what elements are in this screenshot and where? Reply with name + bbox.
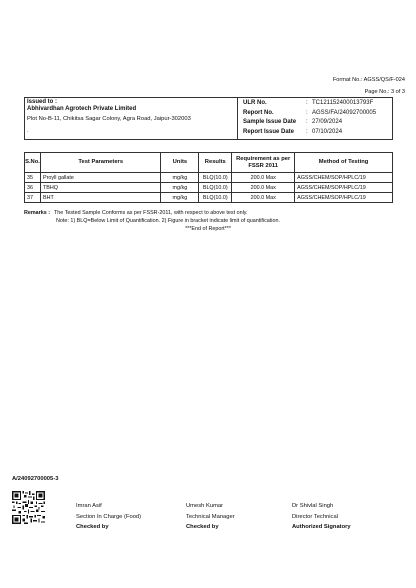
signatory-role: Checked by [76,524,109,530]
signatory-name: Dr Shivlal Singh [292,503,334,509]
column-header-requirement: Requirement as per FSSR 2011 [232,153,295,173]
report-no-value: AGSS/FA/24092700005 [312,110,377,116]
column-header-sno: S.No. [25,153,41,173]
ulr-field: ULR No. : TC121152400013793F [243,100,374,106]
signatory-title: Director Technical [292,513,338,520]
column-header-method: Method of Testing [295,153,393,173]
table-row [25,173,393,183]
cell-parameter: TBHQ [40,183,160,193]
cell-method: AGSS/CHEM/SOP/HPLC/19 [295,193,393,203]
address-dot: . [27,128,29,134]
end-of-report: ***End of Report*** [185,226,231,232]
qr-code-icon [12,491,45,524]
cell-parameter: Proyll gallate [40,173,160,183]
table-header-row [25,153,393,173]
cell-requirement: 200.0 Max [232,183,295,193]
remarks-note: Note: 1) BLQ=Below Limit of Quantification. 2) Figure in bracket indicate limit of quantification. [56,218,280,224]
issued-to-section [25,98,238,139]
cell-result: BLQ(10.0) [199,173,232,183]
cell-sno: 35 [25,173,41,183]
sample-issue-date-label: Sample Issue Date [243,119,297,125]
cell-units: mg/kg [161,183,199,193]
column-header-parameter: Test Parameters [40,153,160,173]
issued-to-label: Issued to : [27,99,58,105]
cell-result: BLQ(10.0) [199,193,232,203]
cell-method: AGSS/CHEM/SOP/HPLC/19 [295,173,393,183]
signatory-name: Umesh Kumar [186,503,224,509]
signatory-name: Imran Asif [76,503,102,509]
report-details-section [238,98,394,139]
cell-units: mg/kg [161,173,199,183]
column-header-results: Results [199,153,232,173]
table-row [25,193,393,203]
signatory-title: Technical Manager [186,513,235,520]
signatory-role: Checked by [186,524,219,530]
cell-result: BLQ(10.0) [199,183,232,193]
report-issue-date-value: 07/10/2024 [312,129,343,135]
company-name: Abhivardhan Agrotech Private Limited [27,106,137,112]
report-issue-date-field: Report Issue Date : 07/10/2024 [243,129,343,135]
sample-issue-date-value: 27/09/2024 [312,119,343,125]
report-issue-date-label: Report Issue Date [243,129,295,135]
page-number: Page No.: 3 of 3 [364,89,405,95]
remarks-label: Remarks : [24,210,51,216]
company-address: Plot No-B-11, Chikitsa Sagar Colony, Agra Road, Jaipur-302003 [27,116,191,122]
remarks-block [24,209,280,225]
sample-issue-date-field: Sample Issue Date : 27/09/2024 [243,119,343,125]
report-no-field: Report No. : AGSS/FA/24092700005 [243,110,377,116]
signatory-3 [292,501,351,533]
ulr-value: TC121152400013793F [312,100,374,106]
signatory-title: Section In Charge (Food) [76,513,142,520]
cell-units: mg/kg [161,193,199,203]
ulr-label: ULR No. [243,100,267,106]
report-header-box [24,97,393,140]
cell-sno: 36 [25,183,41,193]
signatory-1 [76,501,141,533]
cell-requirement: 200.0 Max [232,173,295,183]
signatory-role: Authorized Signatory [292,524,351,530]
cell-method: AGSS/CHEM/SOP/HPLC/19 [295,183,393,193]
signatory-2 [186,501,235,533]
column-header-units: Units [161,153,199,173]
cell-requirement: 200.0 Max [232,193,295,203]
table-row [25,183,393,193]
report-no-label: Report No. [243,110,274,116]
cell-parameter: BHT [40,193,160,203]
cell-sno: 37 [25,193,41,203]
format-number: Format No.: AGSS/QS/F-024 [332,77,405,83]
results-table [24,152,393,203]
document-id: A/24092700005-3 [12,476,59,482]
remarks-text: The Tested Sample Conforms as per FSSR-2011, with respect to above test only. [54,210,248,216]
